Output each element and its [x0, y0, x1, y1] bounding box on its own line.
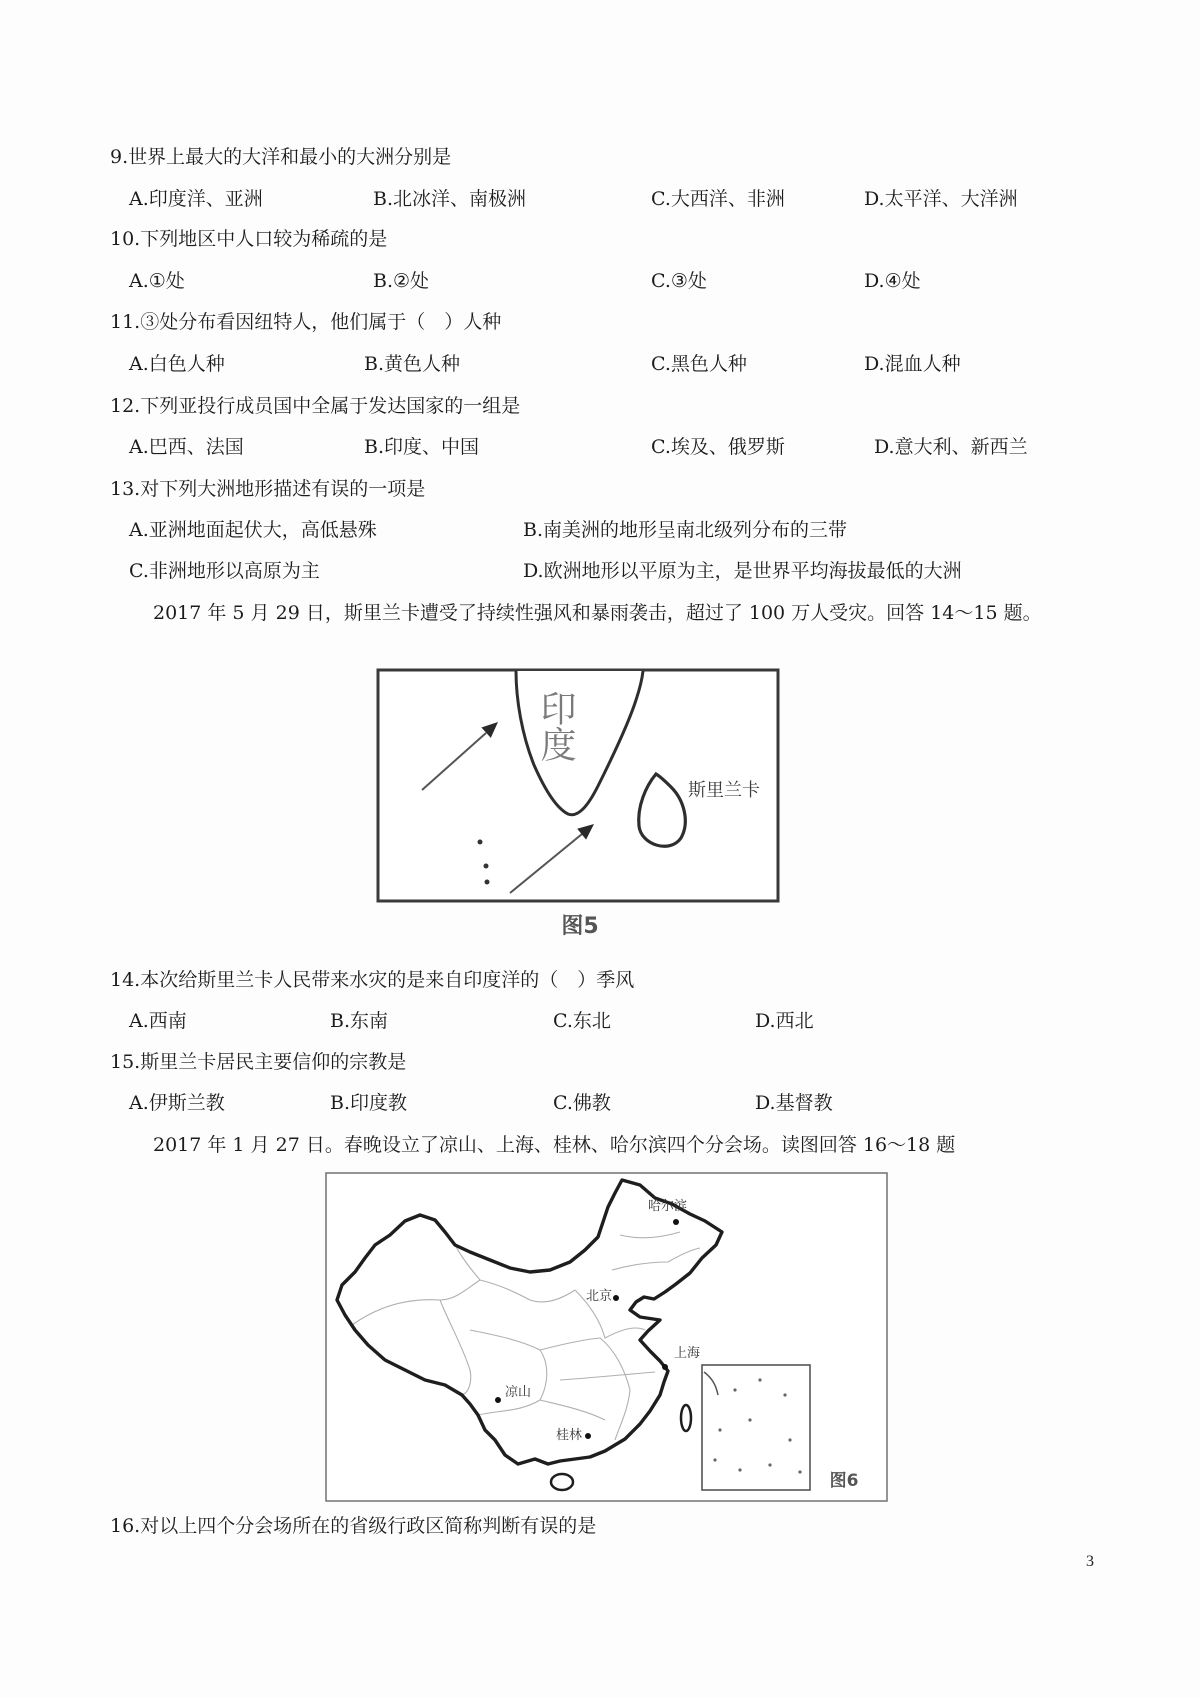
passage-sri-lanka-flood: 2017 年 5 月 29 日，斯里兰卡遭受了持续性强风和暴雨袭击，超过了 100 万人受灾。回答 14～15 题。	[153, 602, 1042, 624]
island-dot	[478, 840, 483, 845]
question-14-option-d: D.西北	[755, 1010, 814, 1032]
city-label-liangshan: 凉山	[505, 1385, 532, 1400]
india-label: 印度	[535, 690, 576, 762]
question-15-option-b: B.印度教	[330, 1092, 408, 1114]
question-13-option-d: D.欧洲地形以平原为主，是世界平均海拔最低的大洲	[523, 560, 962, 582]
inset-island-dot	[798, 1470, 801, 1473]
question-12-option-d: D.意大利、新西兰	[874, 436, 1028, 458]
inset-island-dot	[748, 1418, 751, 1421]
inset-island-dot	[733, 1388, 736, 1391]
question-12-stem: 12.下列亚投行成员国中全属于发达国家的一组是	[110, 395, 521, 417]
question-16-stem: 16.对以上四个分会场所在的省级行政区简称判断有误的是	[110, 1515, 597, 1537]
inset-island-dot	[713, 1458, 716, 1461]
inset-island-dot	[758, 1378, 761, 1381]
figure-6-map	[320, 1168, 895, 1508]
city-label-harbin: 哈尔滨	[648, 1199, 688, 1214]
inset-island-dot	[738, 1468, 741, 1471]
question-10-option-b: B.②处	[373, 270, 430, 292]
figure-5-caption: 图5	[561, 914, 599, 939]
question-15-option-c: C.佛教	[553, 1092, 611, 1114]
question-13-option-c: C.非洲地形以高原为主	[129, 560, 320, 582]
question-14-option-b: B.东南	[330, 1010, 389, 1032]
question-11-option-d: D.混血人种	[864, 353, 961, 375]
city-marker-liangshan	[495, 1397, 501, 1403]
city-marker-beijing	[613, 1295, 619, 1301]
question-10-stem: 10.下列地区中人口较为稀疏的是	[110, 228, 388, 250]
question-12-option-b: B.印度、中国	[364, 436, 480, 458]
question-14-option-a: A.西南	[129, 1010, 187, 1032]
question-13-option-a: A.亚洲地面起伏大，高低悬殊	[129, 519, 377, 541]
question-13-option-b: B.南美洲的地形呈南北级列分布的三带	[523, 519, 848, 541]
inset-island-dot	[768, 1463, 771, 1466]
question-14-stem: 14.本次给斯里兰卡人民带来水灾的是来自印度洋的（ ）季风	[110, 969, 635, 991]
figure-6-caption: 图6	[829, 1471, 859, 1491]
city-marker-guilin	[585, 1433, 591, 1439]
question-10-option-d: D.④处	[864, 270, 921, 292]
inset-island-dot	[788, 1438, 791, 1441]
island-dot	[485, 880, 490, 885]
passage-spring-gala: 2017 年 1 月 27 日。春晚设立了凉山、上海、桂林、哈尔滨四个分会场。读图回答 16～18 题	[153, 1134, 956, 1156]
inset-island-dot	[718, 1428, 721, 1431]
question-9-stem: 9.世界上最大的大洋和最小的大洲分别是	[110, 146, 452, 168]
question-13-stem: 13.对下列大洲地形描述有误的一项是	[110, 478, 426, 500]
inset-island-dot	[783, 1393, 786, 1396]
question-11-option-b: B.黄色人种	[364, 353, 461, 375]
question-10-option-c: C.③处	[651, 270, 707, 292]
question-15-option-d: D.基督教	[755, 1092, 833, 1114]
question-14-option-c: C.东北	[553, 1010, 611, 1032]
question-15-stem: 15.斯里兰卡居民主要信仰的宗教是	[110, 1051, 407, 1073]
question-12-option-a: A.巴西、法国	[129, 436, 244, 458]
sri-lanka-label: 斯里兰卡	[688, 780, 760, 801]
question-9-option-b: B.北冰洋、南极洲	[373, 188, 527, 210]
question-11-option-c: C.黑色人种	[651, 353, 747, 375]
city-label-shanghai: 上海	[674, 1346, 701, 1361]
city-label-guilin: 桂林	[556, 1428, 583, 1443]
question-9-option-c: C.大西洋、非洲	[651, 188, 785, 210]
page-number: 3	[1086, 1553, 1094, 1570]
question-9-option-a: A.印度洋、亚洲	[129, 188, 263, 210]
question-11-option-a: A.白色人种	[129, 353, 225, 375]
question-12-option-c: C.埃及、俄罗斯	[651, 436, 785, 458]
question-10-option-a: A.①处	[129, 270, 185, 292]
city-marker-harbin	[673, 1219, 679, 1225]
city-marker-shanghai	[662, 1364, 668, 1370]
island-dot	[484, 864, 489, 869]
city-label-beijing: 北京	[586, 1289, 613, 1304]
question-9-option-d: D.太平洋、大洋洲	[864, 188, 1018, 210]
question-15-option-a: A.伊斯兰教	[129, 1092, 225, 1114]
question-11-stem: 11.③处分布看因纽特人，他们属于（ ）人种	[110, 311, 502, 333]
